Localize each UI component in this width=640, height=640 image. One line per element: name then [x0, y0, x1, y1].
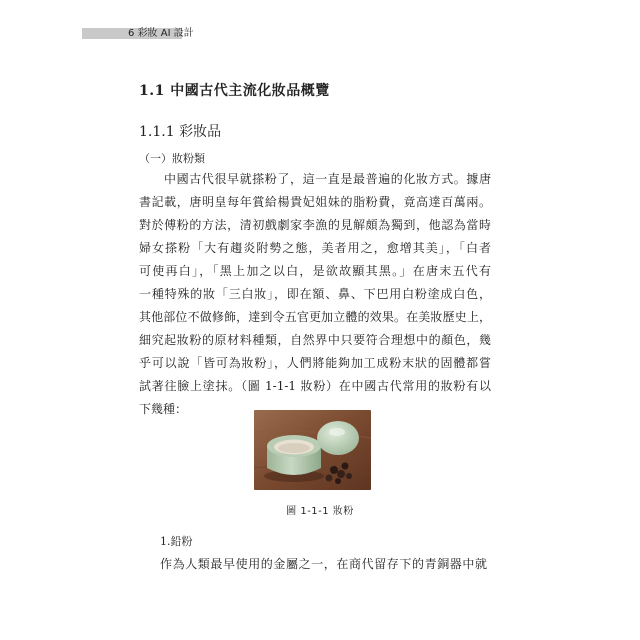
body-line: 作為人類最早使用的金屬之一，在商代留存下的青銅器中就	[160, 557, 488, 571]
body-line: 中國古代很早就搽粉了，這一直是最普遍的化妝方式。據唐	[164, 172, 491, 186]
subsection-heading: 1.1.1 彩妝品	[139, 124, 222, 140]
body-paragraph	[139, 168, 491, 421]
powder-photo	[254, 410, 371, 490]
book-title: 彩妝 AI 設計	[137, 28, 194, 39]
body-line: 其他部位不做修飾，達到令五官更加立體的效果。在美妝歷史上，	[139, 310, 491, 324]
page-number: 6	[128, 28, 135, 39]
figure-caption: 圖 1-1-1 妝粉	[286, 506, 354, 517]
body-line: 書記載，唐明皇每年賞給楊貴妃姐妹的脂粉費，竟高達百萬兩。	[139, 195, 491, 209]
body-line: 乎可以說「皆可為妝粉」，人們將能夠加工成粉末狀的固體都嘗	[139, 356, 491, 370]
body-line: 細究起妝粉的原材料種類，自然界中只要符合理想中的顏色，幾	[139, 333, 491, 347]
section-heading: 1.1 中國古代主流化妝品概覽	[139, 83, 330, 99]
body-line: 婦女搽粉「大有趨炎附勢之態，美者用之，愈增其美」，「白者	[139, 241, 491, 255]
body-line: 對於傅粉的方法，清初戲劇家李漁的見解頗為獨到，他認為當時	[139, 218, 491, 232]
body-line: 下幾種：	[139, 402, 188, 416]
running-header	[128, 27, 194, 40]
body-line: 試著往臉上塗抹。（圖 1-1-1 妝粉）在中國古代常用的妝粉有以	[139, 379, 491, 393]
body-line: 可使再白」，「黑上加之以白，是欲故顯其黑。」在唐末五代有	[139, 264, 491, 278]
item-label: 1.鉛粉	[160, 535, 193, 548]
category-heading: （一）妝粉類	[139, 152, 205, 165]
body-line: 一種特殊的妝「三白妝」，即在額、鼻、下巴用白粉塗成白色，	[139, 287, 491, 301]
